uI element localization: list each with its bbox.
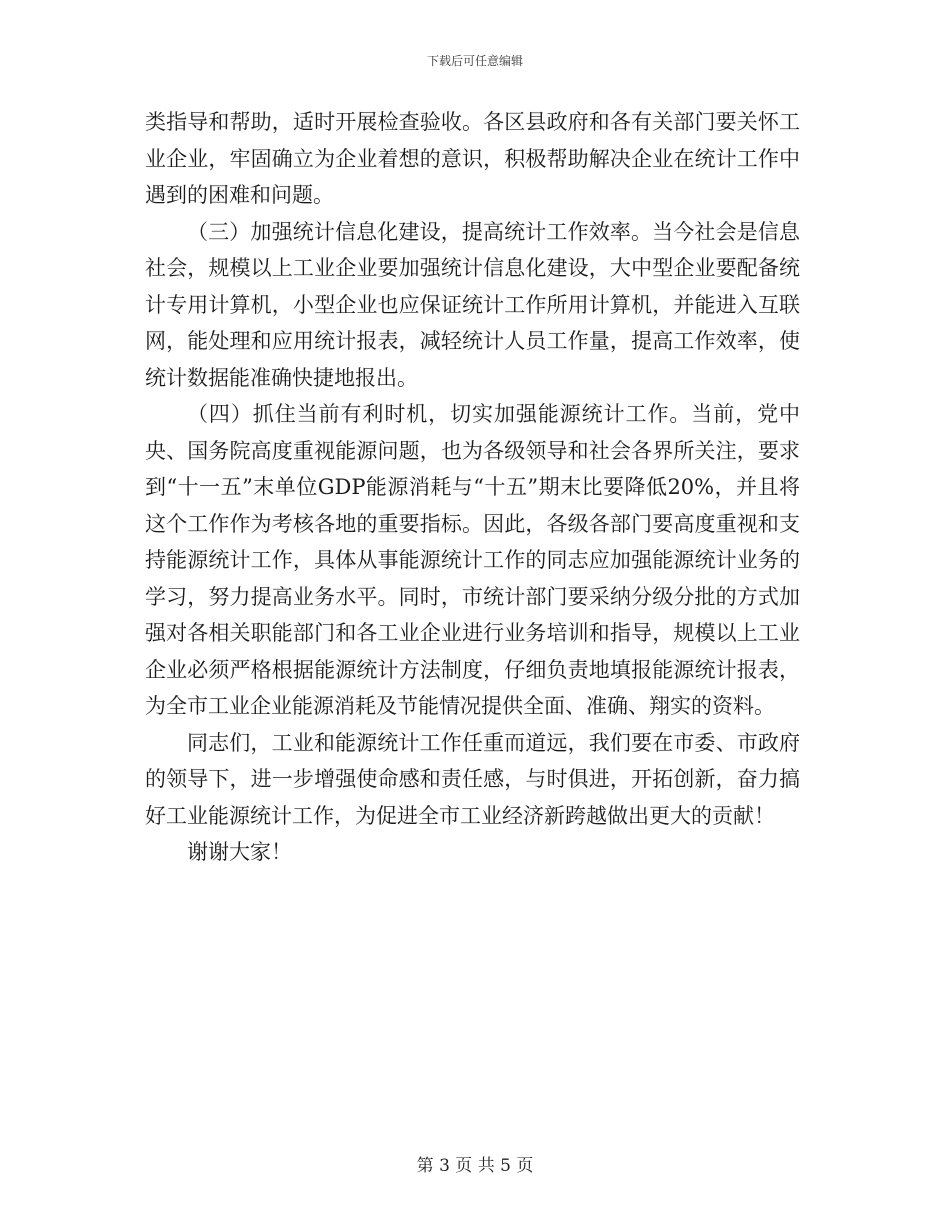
- paragraph-continuation: 类指导和帮助，适时开展检查验收。各区县政府和各有关部门要关怀工业企业，牢固确立为企业着想的意识，积极帮助解决企业在统计工作中遇到的困难和问题。: [145, 110, 800, 207]
- paragraph-closing: 同志们，工业和能源统计工作任重而道远，我们要在市委、市政府的领导下，进一步增强使命感和责任感，与时俱进，开拓创新，奋力搞好工业能源统计工作，为促进全市工业经济新跨越做出更大的贡献！: [145, 730, 800, 828]
- page-number: 第 3 页 共 5 页: [416, 1156, 534, 1176]
- paragraph-thanks: 谢谢大家！: [187, 840, 292, 864]
- document-body: [145, 104, 800, 871]
- page-header-note: 下载后可任意编辑: [426, 54, 523, 68]
- paragraph-section-four: （四）抓住当前有利时机，切实加强能源统计工作。当前，党中央、国务院高度重视能源问题，也为各级领导和社会各界所关注，要求到“十一五”末单位GDP能源消耗与“十五”期末比要降低20%，并且将这个工作作为考核各地的重要指标。因此，各级各部门要高度重视和支持能源统计工作，具体从事能源统计工作的同志应加强能源统计业务的学习，努力提高业务水平。同时，市统计部门要采纳分级分批的方式加强对各相关职能部门和各工业企业进行业务培训和指导，规模以上工业企业必须严格根据能源统计方法制度，仔细负责地填报能源统计报表，为全市工业企业能源消耗及节能情况提供全面、准确、翔实的资料。: [145, 402, 800, 718]
- paragraph-section-three: （三）加强统计信息化建设，提高统计工作效率。当今社会是信息社会，规模以上工业企业要加强统计信息化建设，大中型企业要配备统计专用计算机，小型企业也应保证统计工作所用计算机，并能进入互联网，能处理和应用统计报表，减轻统计人员工作量，提高工作效率，使统计数据能准确快捷地报出。: [145, 219, 800, 390]
